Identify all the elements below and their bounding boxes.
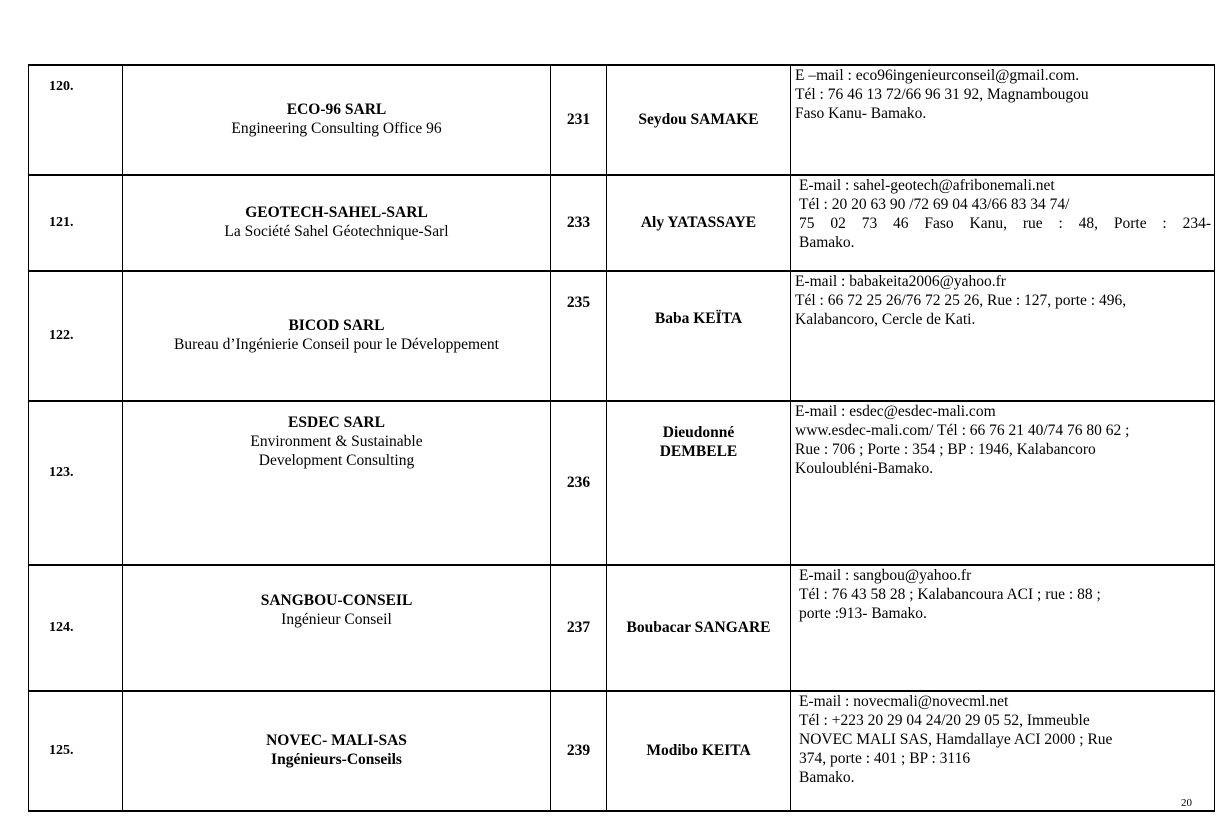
- contact-line: E-mail : esdec@esdec-mali.com: [795, 403, 996, 420]
- page-number: 20: [1181, 797, 1192, 809]
- contact-details: [791, 271, 1215, 401]
- company-name: BICOD SARL: [288, 317, 385, 335]
- table-row: [29, 565, 1215, 691]
- company-cell: [123, 565, 551, 691]
- contact-details: [791, 65, 1215, 175]
- company-cell: [123, 271, 551, 401]
- company-description: Engineering Consulting Office 96: [231, 120, 442, 137]
- company-cell: [123, 65, 551, 175]
- person-name-line: Baba KEÏTA: [654, 310, 743, 327]
- contact-line: Bamako.: [799, 233, 855, 251]
- company-cell: [123, 691, 551, 811]
- contact-line: www.esdec-mali.com/ Tél : 66 76 21 40/74 76 80 62 ;: [795, 421, 1130, 439]
- contact-details: [791, 175, 1215, 271]
- contact-person: [607, 271, 791, 401]
- contact-line: 374, porte : 401 ; BP : 3116: [799, 749, 971, 767]
- contact-details: [791, 565, 1215, 691]
- table-row: [29, 401, 1215, 565]
- person-name-line: Seydou SAMAKE: [638, 110, 759, 128]
- entry-number: 122.: [29, 271, 123, 401]
- contact-line: Kouloubléni-Bamako.: [795, 459, 934, 477]
- registration-code: 239: [551, 691, 607, 811]
- registration-code: 235: [551, 271, 607, 401]
- contact-person: [607, 565, 791, 691]
- company-description: Ingénieurs-Conseils: [271, 751, 402, 768]
- contact-details: [791, 691, 1215, 811]
- company-description: La Société Sahel Géotechnique-Sarl: [224, 223, 449, 240]
- registration-code: 237: [551, 565, 607, 691]
- registry-table: [28, 64, 1215, 812]
- table-row: [29, 691, 1215, 811]
- contact-line: Tél : 76 46 13 72/66 96 31 92, Magnambougou: [795, 85, 1089, 103]
- company-cell: [123, 175, 551, 271]
- entry-number: 120.: [29, 65, 123, 175]
- entry-number: 123.: [29, 401, 123, 565]
- company-name: SANGBOU-CONSEIL: [260, 592, 413, 609]
- table-row: [29, 271, 1215, 401]
- contact-person: [607, 175, 791, 271]
- contact-line: Tél : 76 43 58 28 ; Kalabancoura ACI ; rue : 88 ;: [799, 585, 1101, 603]
- contact-line: E –mail : eco96ingenieurconseil@gmail.com.: [795, 67, 1080, 84]
- contact-line: E-mail : novecmali@novecml.net: [799, 693, 1009, 710]
- contact-line: NOVEC MALI SAS, Hamdallaye ACI 2000 ; Rue: [799, 730, 1113, 748]
- contact-line: E-mail : sangbou@yahoo.fr: [799, 567, 972, 584]
- person-name-line: Boubacar SANGARE: [626, 618, 771, 636]
- person-name-line: Modibo KEITA: [646, 741, 751, 759]
- table-row: [29, 65, 1215, 175]
- person-name-line: Dieudonné: [662, 424, 735, 441]
- person-name-line: DEMBELE: [659, 442, 738, 460]
- contact-line: E-mail : babakeita2006@yahoo.fr: [795, 273, 1006, 290]
- entry-number: 125.: [29, 691, 123, 811]
- company-name: ESDEC SARL: [288, 414, 385, 431]
- contact-details: [791, 401, 1215, 565]
- contact-line: Tél : 66 72 25 26/76 72 25 26, Rue : 127, porte : 496,: [795, 291, 1127, 309]
- registration-code: 231: [551, 65, 607, 175]
- contact-line: E-mail : sahel-geotech@afribonemali.net: [799, 177, 1055, 194]
- contact-line: Tél : 20 20 63 90 /72 69 04 43/66 83 34 74/: [799, 195, 1070, 213]
- contact-line: porte :913- Bamako.: [799, 604, 927, 622]
- entry-number: 124.: [29, 565, 123, 691]
- registration-code: 236: [551, 401, 607, 565]
- contact-person: [607, 65, 791, 175]
- contact-line: Bamako.: [799, 768, 855, 786]
- contact-line: 75 02 73 46 Faso Kanu, rue : 48, Porte : 234-: [799, 214, 1211, 232]
- company-name: GEOTECH-SAHEL-SARL: [245, 204, 428, 222]
- company-cell: [123, 401, 551, 565]
- contact-line: Rue : 706 ; Porte : 354 ; BP : 1946, Kalabancoro: [795, 440, 1096, 458]
- company-name: ECO-96 SARL: [286, 101, 387, 119]
- registration-code: 233: [551, 175, 607, 271]
- company-description: Bureau d’Ingénierie Conseil pour le Développement: [174, 336, 499, 353]
- company-description: Environment & Sustainable Development Consulting: [250, 432, 423, 469]
- contact-line: Faso Kanu- Bamako.: [795, 104, 927, 122]
- contact-line: Kalabancoro, Cercle de Kati.: [795, 310, 976, 328]
- company-name: NOVEC- MALI-SAS: [266, 732, 407, 750]
- contact-person: [607, 691, 791, 811]
- person-name-line: Aly YATASSAYE: [640, 213, 757, 231]
- company-description: Ingénieur Conseil: [281, 610, 392, 628]
- entry-number: 121.: [29, 175, 123, 271]
- table-row: [29, 175, 1215, 271]
- contact-line: Tél : +223 20 29 04 24/20 29 05 52, Immeuble: [799, 711, 1090, 729]
- contact-person: [607, 401, 791, 565]
